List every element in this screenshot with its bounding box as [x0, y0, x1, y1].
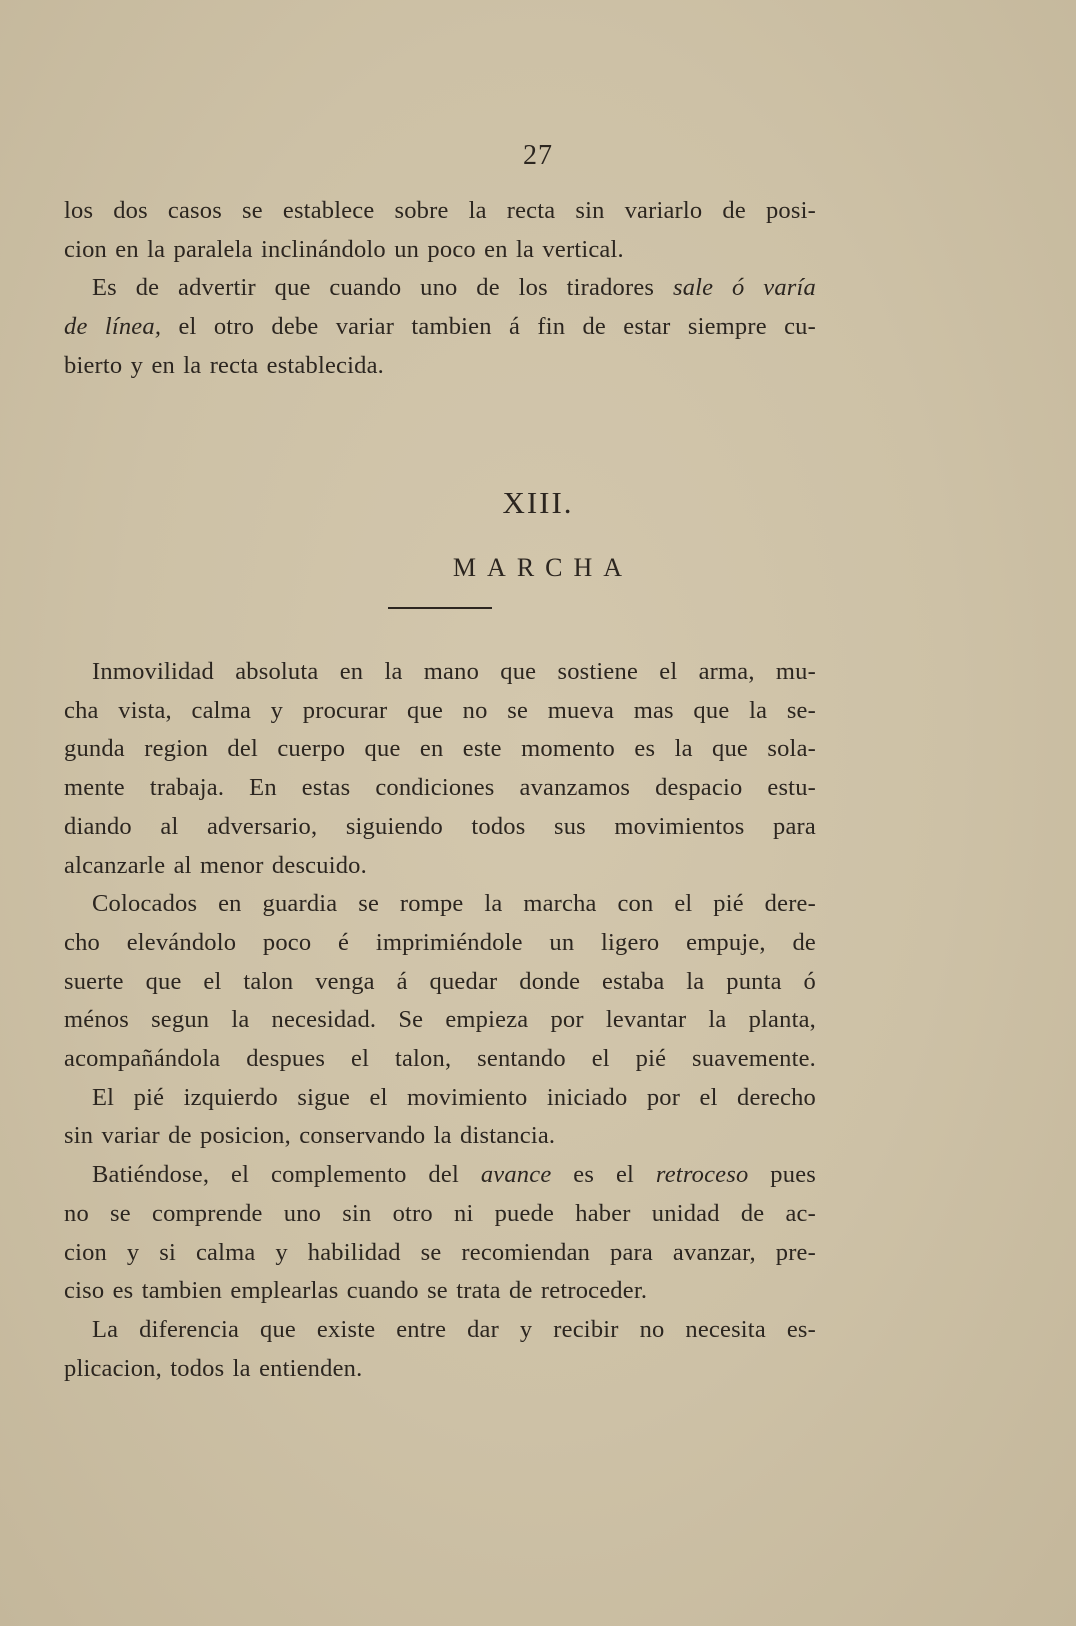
text-line: acompañándola despues el talon, sentando el pié suavemente.: [64, 1045, 816, 1073]
text-line: Colocados en guardia se rompe la marcha con el pié dere-: [92, 890, 816, 918]
section-divider: [388, 607, 492, 609]
section-number: XIII.: [502, 485, 574, 520]
body-paragraph-3: [64, 1079, 816, 1156]
text-line: El pié izquierdo sigue el movimiento iniciado por el derecho: [92, 1083, 816, 1111]
body-paragraph-2: [64, 885, 816, 1079]
text-line: [64, 269, 816, 308]
text-run: Es de advertir que cuando uno de los tiradores: [92, 274, 673, 302]
text-line: cho elevándolo poco é imprimiéndole un ligero empuje, de: [64, 928, 816, 956]
text-run: es el: [551, 1161, 656, 1189]
text-line: ménos segun la necesidad. Se empieza por levantar la planta,: [64, 1006, 816, 1034]
text-line: no se comprende uno sin otro ni puede haber unidad de ac-: [64, 1199, 816, 1227]
text-line: cion y si calma y habilidad se recomiendan para avanzar, pre-: [64, 1238, 816, 1266]
text-line: alcanzarle al menor descuido.: [64, 851, 367, 879]
body-paragraph-4: [64, 1156, 816, 1311]
text-line: cion en la paralela inclinándolo un poco en la vertical.: [64, 235, 624, 263]
italic-run: avance: [480, 1161, 552, 1189]
section-title: MARCHA: [452, 553, 634, 582]
text-line: Inmovilidad absoluta en la mano que sostiene el arma, mu-: [92, 658, 816, 685]
text-line: los dos casos se establece sobre la recta sin variarlo de posi-: [64, 197, 816, 224]
text-run: Batiéndose, el complemento del: [92, 1161, 481, 1189]
text-line: sin variar de posicion, conservando la distancia.: [64, 1122, 556, 1150]
text-line: plicacion, todos la entienden.: [64, 1354, 363, 1382]
intro-text: [64, 192, 816, 386]
page-number: 27: [523, 140, 553, 171]
text-run: pues: [748, 1161, 816, 1189]
body-paragraph-1: [64, 653, 816, 885]
italic-run: de línea,: [64, 313, 162, 341]
intro-paragraph-1: [64, 192, 816, 269]
text-line: bierto y en la recta establecida.: [64, 351, 384, 379]
italic-run: sale ó varía: [672, 274, 816, 302]
text-run: el otro debe variar tambien á fin de estar siempre cu-: [161, 313, 816, 341]
text-line: [64, 308, 816, 347]
text-line: suerte que el talon venga á quedar donde estaba la punta ó: [64, 967, 816, 995]
text-line: gunda region del cuerpo que en este momento es la que sola-: [64, 735, 816, 763]
text-line: ciso es tambien emplearlas cuando se trata de retroceder.: [64, 1277, 648, 1305]
text-line: cha vista, calma y procurar que no se mueva mas que la se-: [64, 696, 816, 724]
text-line: mente trabaja. En estas condiciones avanzamos despacio estu-: [64, 774, 816, 802]
intro-paragraph-2: [64, 269, 816, 385]
italic-run: retroceso: [655, 1161, 749, 1189]
text-line: diando al adversario, siguiendo todos sus movimientos para: [64, 812, 816, 840]
body-paragraph-5: [64, 1311, 816, 1388]
section-body: [64, 653, 816, 1388]
text-line: [64, 1156, 816, 1195]
text-line: La diferencia que existe entre dar y recibir no necesita es-: [92, 1315, 816, 1343]
